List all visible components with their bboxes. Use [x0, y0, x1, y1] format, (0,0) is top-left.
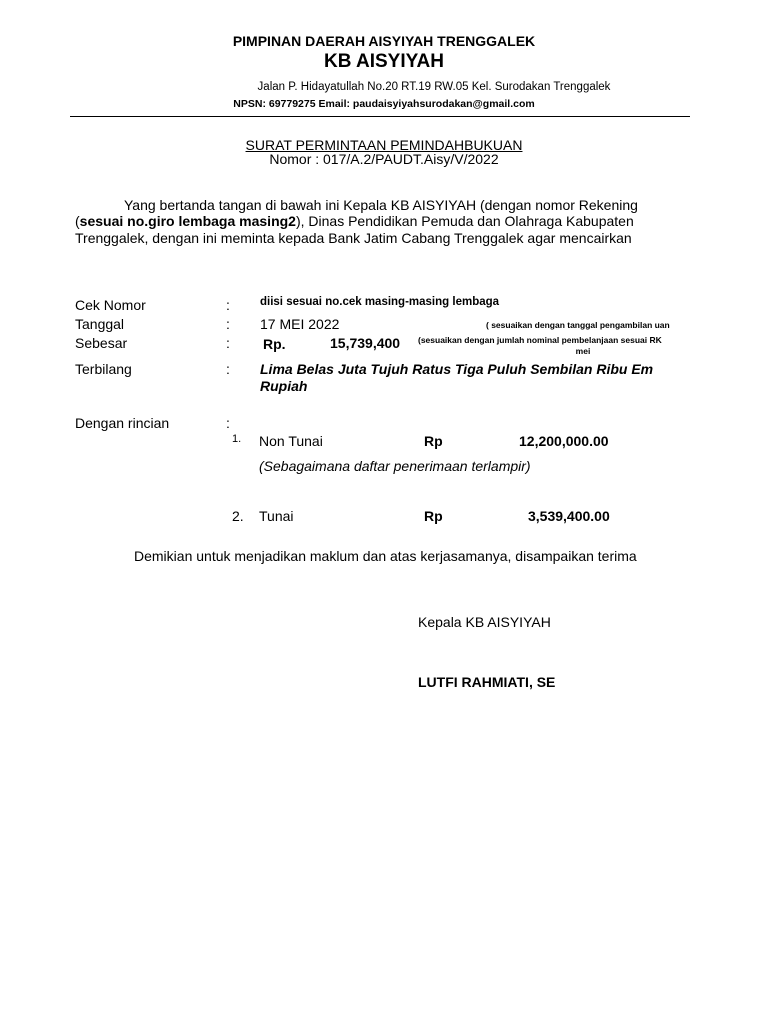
rincian-colon: : [226, 415, 230, 431]
intro-giro: sesuai no.giro lembaga masing2 [79, 213, 296, 229]
sebesar-currency: Rp. [263, 336, 286, 352]
header-divider [70, 116, 690, 117]
signature-name: LUTFI RAHMIATI, SE [418, 674, 556, 690]
item-2-amount: 3,539,400.00 [528, 508, 610, 524]
sebesar-note-1: (sesuaikan dengan jumlah nominal pembelanjaan sesuai RK [418, 335, 662, 345]
terbilang-line-1: Lima Belas Juta Tujuh Ratus Tiga Puluh Sembilan Ribu Em [260, 361, 654, 377]
item-1-name: Non Tunai [259, 433, 323, 449]
item-2-number: 2. [232, 508, 244, 524]
sebesar-colon: : [226, 335, 230, 351]
intro-line-3: Trenggalek, dengan ini meminta kepada Bank Jatim Cabang Trenggalek agar mencairkan [75, 230, 632, 246]
cek-label: Cek Nomor [75, 297, 146, 313]
item-2-currency: Rp [424, 508, 443, 524]
terbilang-colon: : [226, 361, 230, 377]
intro-paren: ( [75, 213, 80, 229]
letter-title: SURAT PERMINTAAN PEMINDAHBUKUAN [245, 137, 523, 153]
tanggal-value: 17 MEI 2022 [260, 316, 340, 332]
terbilang-label: Terbilang [75, 361, 132, 377]
rincian-label: Dengan rincian [75, 415, 170, 431]
sebesar-label: Sebesar [75, 335, 128, 351]
item-1-amount: 12,200,000.00 [519, 433, 609, 449]
intro-line-2 [75, 213, 691, 229]
intro-rest: ), Dinas Pendidikan Pemuda dan Olahraga Kabupaten [295, 213, 634, 229]
sebesar-note-2: mei [575, 346, 591, 356]
item-1-currency: Rp [424, 433, 443, 449]
letter-number: Nomor : 017/A.2/PAUDT.Aisy/V/2022 [269, 151, 499, 167]
npsn-email: NPSN: 69779275 Email: paudaisyiyahsurodakan@gmail.com [233, 98, 535, 110]
school-name: KB AISYIYAH [323, 51, 444, 72]
item-2-name: Tunai [259, 508, 294, 524]
signature-title: Kepala KB AISYIYAH [418, 614, 551, 630]
org-name: PIMPINAN DAERAH AISYIYAH TRENGGALEK [232, 33, 536, 49]
tanggal-label: Tanggal [75, 316, 125, 332]
closing-text: Demikian untuk menjadikan maklum dan atas kerjasamanya, disampaikan terima [134, 548, 637, 564]
tanggal-note: ( sesuaikan dengan tanggal pengambilan uan [486, 320, 670, 330]
cek-value: diisi sesuai no.cek masing-masing lembaga [260, 296, 500, 308]
sebesar-value: 15,739,400 [330, 335, 401, 351]
item-1-note: (Sebagaimana daftar penerimaan terlampir) [259, 458, 531, 474]
intro-line-1: Yang bertanda tangan di bawah ini Kepala KB AISYIYAH (dengan nomor Rekening [124, 197, 638, 213]
tanggal-colon: : [226, 316, 230, 332]
cek-colon: : [226, 297, 230, 313]
address: Jalan P. Hidayatullah No.20 RT.19 RW.05 Kel. Surodakan Trenggalek [257, 81, 611, 93]
item-1-number: 1. [232, 433, 242, 445]
terbilang-line-2: Rupiah [260, 378, 308, 394]
